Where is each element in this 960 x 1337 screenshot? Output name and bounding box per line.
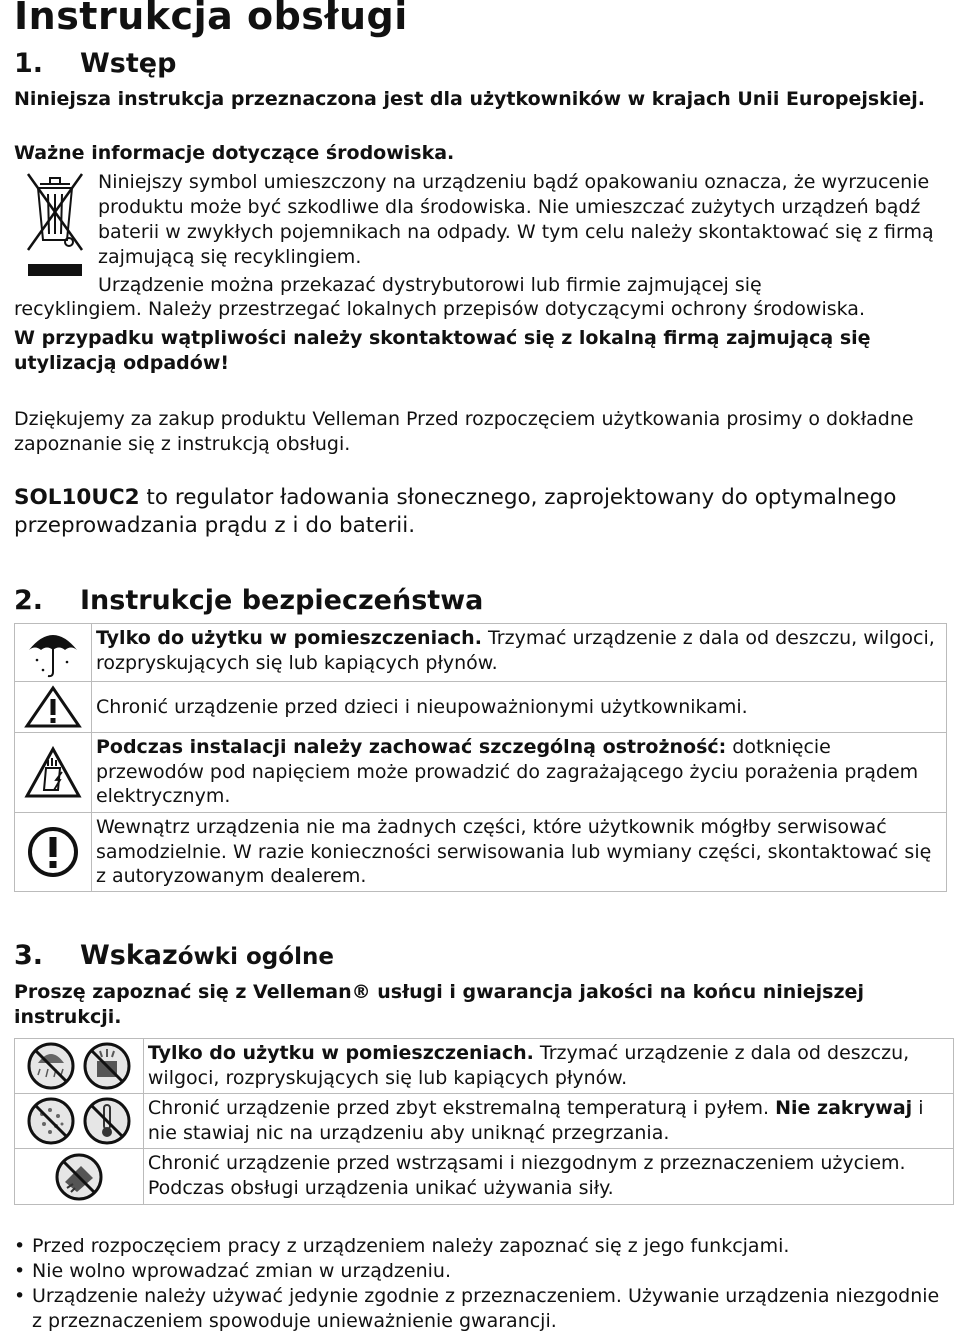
product-code: SOL10UC2 (14, 485, 140, 510)
warning-triangle-icon (24, 685, 82, 729)
safety-table (14, 623, 947, 892)
environment-text-2b: recyklingiem. Należy przestrzegać lokalnych przepisów dotyczącymi ochrony środowiska. (14, 298, 865, 320)
environment-heading: Ważne informacje dotyczące środowiska. (14, 142, 455, 164)
safety-row: Tylko do użytku w pomieszczeniach. Trzymać urządzenie z dala od deszczu, wilgoci, rozpryskujących się lub kapiących płynów. (15, 624, 947, 682)
general-guidelines-table (14, 1038, 954, 1205)
section-2-heading: 2. Instrukcje bezpieczeństwa (14, 585, 484, 616)
guideline-row: Chronić urządzenie przed wstrząsami i niezgodnym z przeznaczeniem użyciem. Podczas obsługi urządzenia unikać używania siły. (15, 1149, 954, 1205)
no-heat-icon (82, 1096, 132, 1146)
environment-warning: W przypadku wątpliwości należy skontaktować się z lokalną firmą zajmującą się utylizacją odpadów! (14, 327, 871, 374)
no-rain-icon (26, 1041, 76, 1091)
list-item: • Urządzenie należy używać jedynie zgodnie z przeznaczeniem. Używanie urządzenia niezgodnie z przeznaczeniem spowoduje unieważnienie gwarancji. (14, 1284, 949, 1334)
safety-row: Wewnątrz urządzenia nie ma żadnych części, które użytkownik mógłby serwisować samodzielnie. W razie konieczności serwisowania lub wymiany części, skontaktować się z autoryzowanym dealerem. (15, 813, 947, 892)
no-shock-icon (53, 1152, 105, 1202)
environment-text-2a: Urządzenie można przekazać dystrybutorowi lub firmie zajmującej się (98, 274, 762, 296)
list-item: • Nie wolno wprowadzać zmian w urządzeniu. (14, 1259, 949, 1284)
weee-bin-icon (24, 170, 86, 280)
section-1-intro: Niniejsza instrukcja przeznaczona jest dla użytkowników w krajach Unii Europejskiej. (14, 88, 925, 110)
no-splash-icon (82, 1041, 132, 1091)
product-description: SOL10UC2 to regulator ładowania słonecznego, zaprojektowany do optymalnego przeprowadzania prądu z i do baterii. (14, 485, 897, 538)
exclamation-circle-icon (26, 825, 80, 879)
no-dust-icon (26, 1096, 76, 1146)
list-item: • Przed rozpoczęciem pracy z urządzeniem należy zapoznać się z jego funkcjami. (14, 1234, 949, 1259)
environment-text-1: Niniejszy symbol umieszczony na urządzeniu bądź opakowaniu oznacza, że wyrzucenie produktu może być szkodliwe dla środowiska. Nie umieszczać zużytych urządzeń bądź baterii w zwykłych pojemnikach na odpady. W tym celu należy skontaktować się z firmą zajmującą się recyklingiem. (98, 171, 934, 268)
page-title: Instrukcja obsługi (14, 0, 408, 38)
guideline-row: Tylko do użytku w pomieszczeniach. Trzymać urządzenie z dala od deszczu, wilgoci, rozpryskujących się lub kapiących płynów. (15, 1039, 954, 1094)
safety-row: Podczas instalacji należy zachować szczególną ostrożność: dotknięcie przewodów pod napięciem może prowadzić do zagrażającego życiu porażenia prądem elektrycznym. (15, 733, 947, 813)
section-3-heading: 3. Wskazówki ogólne (14, 940, 334, 971)
umbrella-icon (25, 626, 81, 680)
section-3-intro: Proszę zapoznać się z Velleman® usługi i gwarancja jakości na końcu niniejszej instrukcji. (14, 981, 864, 1028)
guideline-row: Chronić urządzenie przed zbyt ekstremalną temperaturą i pyłem. Nie zakrywaj i nie stawiaj nic na urządzeniu aby uniknąć przegrzania. (15, 1094, 954, 1149)
electric-hazard-icon (24, 746, 82, 800)
guidelines-bullet-list (14, 1234, 949, 1334)
thanks-text: Dziękujemy za zakup produktu Velleman Przed rozpoczęciem użytkowania prosimy o dokładne zapoznanie się z instrukcją obsługi. (14, 408, 914, 455)
safety-row: Chronić urządzenie przed dzieci i nieupoważnionymi użytkownikami. (15, 682, 947, 733)
section-1-heading: 1. Wstęp (14, 48, 177, 79)
